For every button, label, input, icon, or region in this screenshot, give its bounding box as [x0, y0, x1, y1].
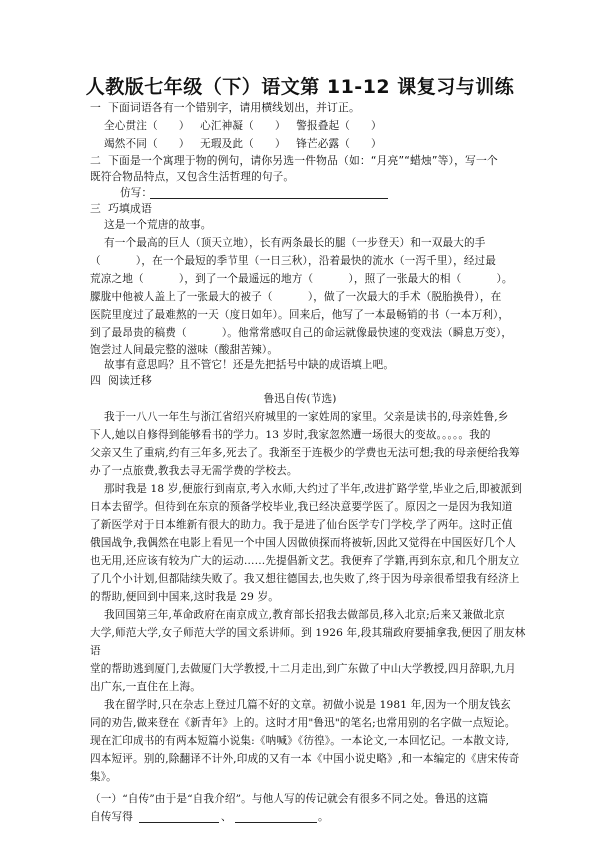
passage-line: 现在汇印成书的有两本短篇小说集:《呐喊》《彷徨》。一本论文,一本回忆记。一本散文诗, — [90, 735, 510, 747]
story-line: 故事有意思吗？且不管它！还是先把括号中缺的成语填上吧。 — [104, 359, 395, 371]
page-title: 人教版七年级（下）语文第 11-12 课复习与训练 — [85, 76, 515, 98]
section3-heading: 三 巧填成语 — [90, 202, 152, 215]
section2-heading-cont: 既符合物品特点，又包含生活哲理的句子。 — [90, 171, 295, 183]
story-line: 医院里度过了最难熬的一天（度日如年）。回来后，他写了一本最畅销的书（一本万利）， — [90, 309, 510, 321]
passage-line: 办了一点旅费,教我去寻无需学费的学校去。 — [90, 465, 298, 477]
fanxie-label: 仿写： — [120, 187, 153, 199]
section4-heading: 四 阅读迁移 — [90, 374, 152, 387]
question1-end: 。 — [318, 811, 329, 823]
passage-line: 那时我是 18 岁,便旅行到南京,考入水师,大约过了半年,改进扩路学堂,毕业之后,即被派到 — [104, 483, 522, 495]
passage-line: 大学,师范大学,女子师范大学的国文系讲师。到 1926 年,段其瑞政府要捕拿我,便因了朋友林 — [90, 627, 526, 639]
passage-line: 也无用,还应该有较为广大的运动……先提倡新文艺。我便弃了学籍,再到东京,和几个朋友立 — [90, 555, 520, 567]
story-line: 荒凉之地（ ），到了一个最遥远的地方（ ），照了一张最大的相（ ）。 — [90, 273, 513, 285]
section1-row1: 全心贯注（ ） 心汇神凝（ ） 警报叠起（ ） — [104, 120, 382, 132]
section1-heading: 一 下面词语各有一个错别字，请用横线划出，并订正。 — [90, 101, 360, 114]
question1-separator: 、 — [221, 811, 232, 823]
story-line: 有一个最高的巨人（顶天立地），长有两条最长的腿（一步登天）和一双最大的手 — [104, 237, 486, 249]
passage-line: 堂的帮助逃到厦门,去做厦门大学教授,十二月走出,到广东做了中山大学教授,四月辞职,九月 — [90, 663, 516, 675]
passage-line: 日本去留学。但待到在东京的预备学校毕业,我已经决意要学医了。原因之一是因为我知道 — [90, 501, 513, 513]
question1-text: （一）“自传”由于是“自我介绍”。与他人写的传记就会有很多不同之处。鲁迅的这篇 — [90, 793, 489, 805]
passage-line: 同的劝告,做来登在《新青年》上的。这时才用"鲁迅"的笔名;也常用别的名字做一点短论。 — [90, 717, 516, 729]
passage-line: 我回国第三年,革命政府在南京成立,教育部长招我去做部员,移入北京;后来又兼做北京 — [104, 609, 506, 621]
passage-line: 四本短评。别的,除翻译不计外,印成的又有一本《中国小说史略》,和一本编定的《唐宋传奇 — [90, 753, 520, 765]
question1-answer-blank-1[interactable] — [139, 822, 219, 823]
passage-line: 语 — [90, 645, 101, 657]
story-line: 朦胧中他被人盖上了一张最大的被子（ ），做了一次最大的手术（脱胎换骨），在 — [90, 291, 502, 303]
passage-line: 了几个小计划,但都陆续失败了。我又想往德国去,也失败了,终于因为母亲很希望我有经济上 — [90, 573, 520, 585]
passage-title: 鲁迅自传(节选) — [263, 393, 337, 405]
story-line: 到了最昂贵的稿费（ ）。他常常感叹自己的命运就像最快速的变戏法（瞬息万变）， — [90, 327, 513, 339]
story-line: 饱尝过人间最完整的滋味（酸甜苦辣）。 — [90, 344, 279, 356]
passage-line: 我于一八八一年生与浙江省绍兴府城里的一家姓周的家里。父亲是读书的,母亲姓鲁,乡 — [104, 411, 509, 423]
passage-line: 我在留学时,只在杂志上登过几篇不好的文章。初做小说是 1981 年,因为一个朋友钱玄 — [104, 699, 511, 711]
question1-prefix: 自传写得 — [90, 811, 133, 823]
passage-line: 父亲又生了重病,约有三年多,死去了。我渐至于连极少的学费也无法可想;我的母亲便给我筹 — [90, 447, 520, 459]
passage-line: 了新医学对于日本维新有很大的助力。我于是进了仙台医学专门学校,学了两年。这时正值 — [90, 519, 513, 531]
question1-answer-blank-2[interactable] — [235, 822, 317, 823]
section2-heading: 二 下面是一个寓理于物的例句，请你另选一件物品（如：“月亮”“蜡烛”等），写一个 — [90, 154, 498, 167]
story-line: （ ），在一个最短的季节里（一日三秋），沿着最快的流水（一泻千里），经过最 — [90, 255, 497, 267]
passage-line: 俄国战争,我偶然在电影上看见一个中国人因做侦探而将被斩,因此又觉得在中国医好几个人 — [90, 537, 517, 549]
passage-line: 出广东,一直住在上海。 — [90, 681, 201, 693]
passage-line: 下人,她以自修得到能够看书的学力。13 岁时,我家忽然遭一场很大的变故。。。。。我的 — [90, 429, 491, 441]
story-line: 这是一个荒唐的故事。 — [104, 219, 212, 231]
passage-line: 的帮助,便回到中国来,这时我是 29 岁。 — [90, 591, 280, 603]
fanxie-answer-line[interactable] — [150, 198, 388, 199]
passage-line: 集》。 — [90, 771, 117, 783]
section1-row2: 竭然不同（ ） 无瑕及此（ ） 锋芒必露（ ） — [104, 138, 382, 150]
